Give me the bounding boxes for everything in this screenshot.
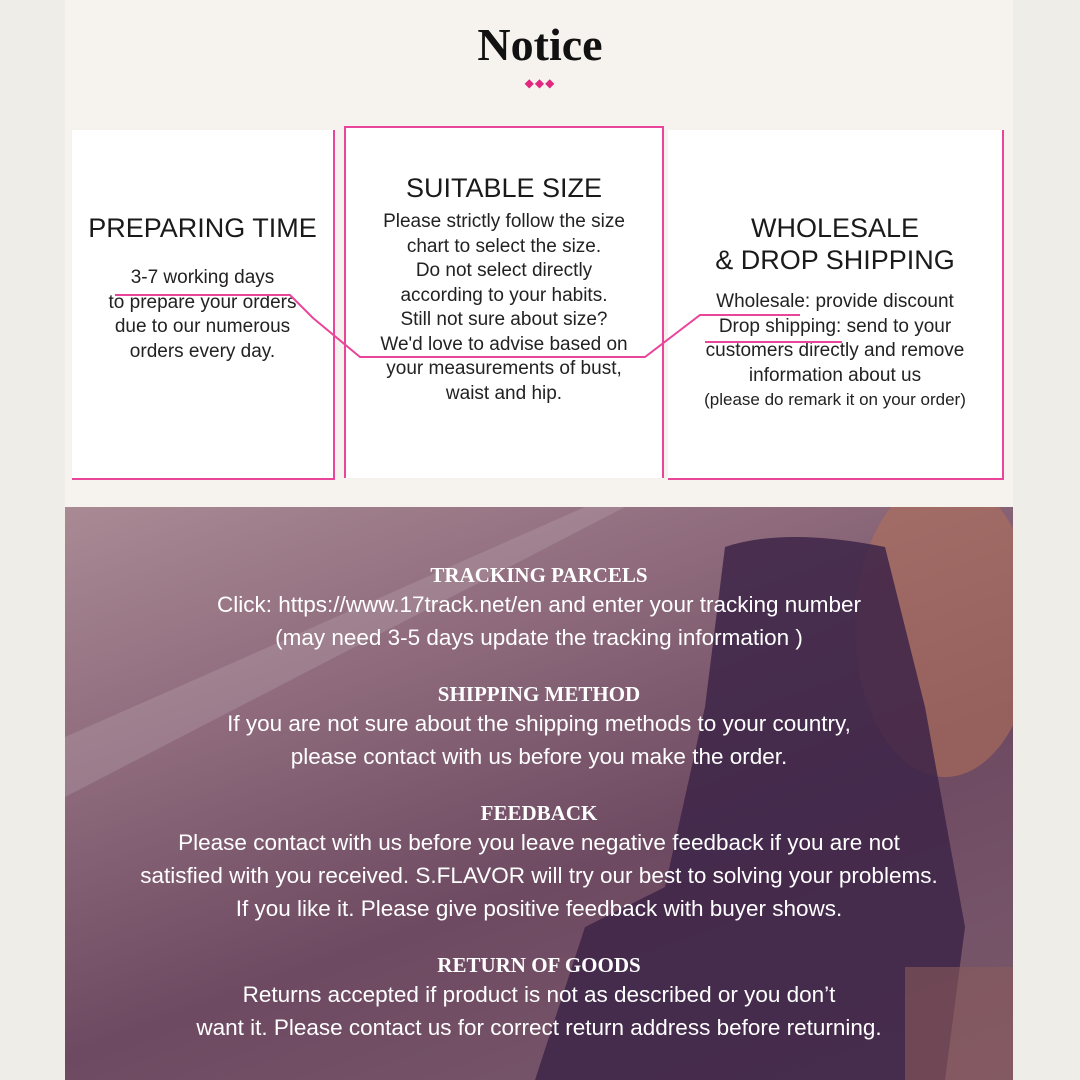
- section-feedback: FEEDBACK Please contact with us before you leave negative feedback if you are not satisfied with you received. S.FLAVOR will try our best to solving your problems. If you like it. Please give positive feedback with buyer shows.: [140, 801, 938, 921]
- section-tracking: TRACKING PARCELS Click: https://www.17track.net/en and enter your tracking number (may need 3-5 days update the tracking information ): [216, 563, 862, 650]
- card-text: 3-7 working days to prepare your orders due to our numerous orders every day.: [72, 266, 333, 364]
- page-title: Notice: [477, 19, 603, 70]
- connector-lines: [0, 0, 1080, 507]
- background-photo: [65, 507, 1013, 1080]
- section-returns: RETURN OF GOODS Returns accepted if product is not as described or you don’t want it. Please contact us for correct return address before returning.: [196, 953, 882, 1040]
- card-text: Please strictly follow the size chart to select the size. Do not select directly according to your habits. Still not sure about size? We'd love to advise based on your measurements of bust, waist and hip.: [380, 211, 628, 404]
- section-shipping: SHIPPING METHOD If you are not sure about the shipping methods to your country, please contact with us before you make the order.: [227, 682, 851, 769]
- card-title: SUITABLE SIZE: [405, 173, 603, 203]
- diamond-ornament-icon: ◆◆◆: [524, 76, 556, 90]
- card-title: PREPARING TIME: [88, 213, 317, 243]
- remark-note: (please do remark it on your order): [704, 390, 966, 409]
- highlight-text: 3-7 working days: [130, 267, 275, 288]
- card-title: WHOLESALE & DROP SHIPPING: [715, 213, 955, 275]
- card-text: Wholesale: provide discount Drop shipping: send to your customers directly and remove information about us (please do remark it on your order): [668, 290, 1002, 413]
